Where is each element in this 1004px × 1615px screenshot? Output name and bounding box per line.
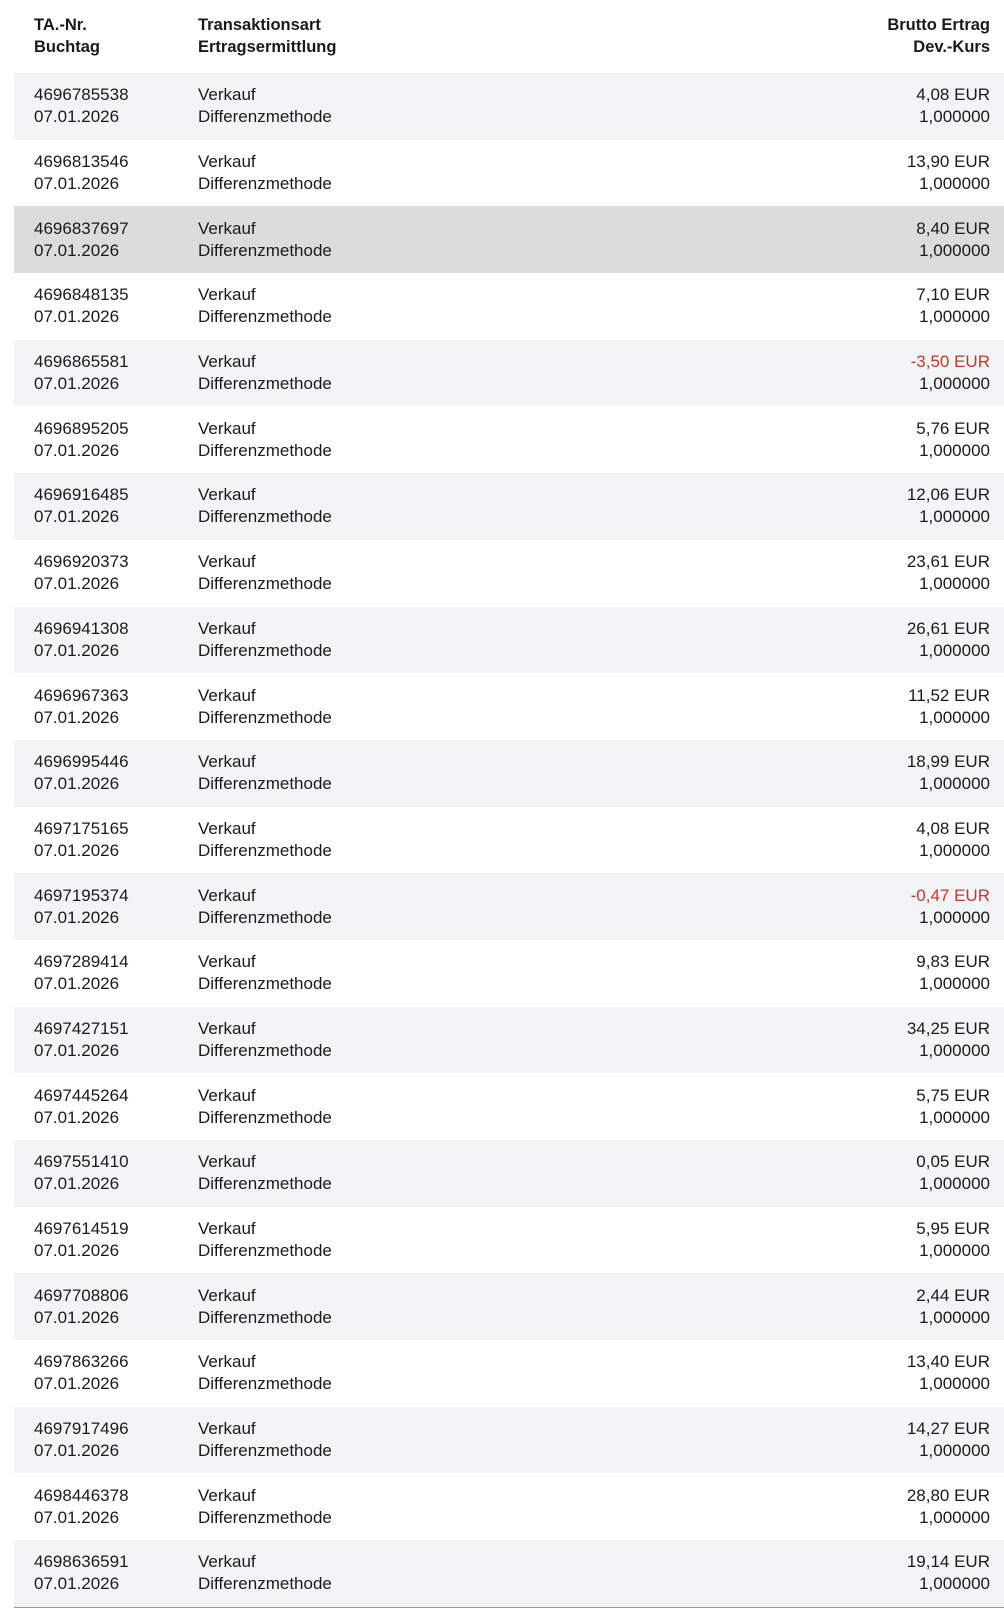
gross-income: 23,61 EUR: [906, 552, 990, 572]
table-row[interactable]: [14, 473, 1004, 540]
booking-date: 07.01.2026: [34, 307, 120, 327]
cell-ta-date: [14, 484, 198, 528]
gross-income: 7,10 EUR: [916, 285, 990, 305]
header-col-ta-date[interactable]: [14, 14, 198, 58]
cell-type-method: [198, 818, 698, 862]
cell-ta-date: [14, 351, 198, 395]
income-method: Differenzmethode: [198, 1107, 332, 1127]
exchange-rate: 1,000000: [919, 440, 990, 460]
gross-income: 5,95 EUR: [916, 1219, 990, 1239]
table-body: [14, 73, 1004, 1607]
income-method: Differenzmethode: [198, 840, 332, 860]
table-row[interactable]: [14, 540, 1004, 607]
gross-income: 4,08 EUR: [916, 818, 990, 838]
transaction-type: Verkauf: [198, 418, 256, 438]
cell-amount-rate: [698, 1551, 1004, 1595]
income-method: Differenzmethode: [198, 974, 332, 994]
cell-amount-rate: [698, 484, 1004, 528]
cell-type-method: [198, 351, 698, 395]
gross-income: 5,75 EUR: [916, 1085, 990, 1105]
exchange-rate: 1,000000: [919, 907, 990, 927]
exchange-rate: 1,000000: [919, 974, 990, 994]
booking-date: 07.01.2026: [34, 440, 120, 460]
cell-amount-rate: [698, 751, 1004, 795]
cell-type-method: [198, 551, 698, 595]
booking-date: 07.01.2026: [34, 1174, 120, 1194]
transaction-type: Verkauf: [198, 752, 256, 772]
cell-amount-rate: [698, 1218, 1004, 1262]
cell-type-method: [198, 1218, 698, 1262]
exchange-rate: 1,000000: [919, 1241, 990, 1261]
exchange-rate: 1,000000: [919, 174, 990, 194]
transaction-type: Verkauf: [198, 485, 256, 505]
transaction-type: Verkauf: [198, 818, 256, 838]
table-row[interactable]: [14, 206, 1004, 273]
transaction-type: Verkauf: [198, 1552, 256, 1572]
ta-number: 4697614519: [34, 1219, 129, 1239]
gross-income: -3,50 EUR: [910, 352, 990, 372]
ta-number: 4696967363: [34, 685, 129, 705]
exchange-rate: 1,000000: [919, 1307, 990, 1327]
cell-amount-rate: [698, 1485, 1004, 1529]
table-row[interactable]: [14, 340, 1004, 407]
table-row[interactable]: [14, 873, 1004, 940]
cell-ta-date: [14, 1085, 198, 1129]
cell-amount-rate: [698, 551, 1004, 595]
booking-date: 07.01.2026: [34, 1040, 120, 1060]
income-method: Differenzmethode: [198, 174, 332, 194]
cell-ta-date: [14, 1218, 198, 1262]
income-method: Differenzmethode: [198, 374, 332, 394]
income-method: Differenzmethode: [198, 507, 332, 527]
transaction-type: Verkauf: [198, 1152, 256, 1172]
ta-number: 4697708806: [34, 1285, 129, 1305]
cell-type-method: [198, 218, 698, 262]
ta-number: 4697195374: [34, 885, 129, 905]
exchange-rate: 1,000000: [919, 774, 990, 794]
cell-amount-rate: [698, 818, 1004, 862]
cell-ta-date: [14, 685, 198, 729]
cell-amount-rate: [698, 1151, 1004, 1195]
cell-type-method: [198, 1018, 698, 1062]
exchange-rate: 1,000000: [919, 307, 990, 327]
transaction-type: Verkauf: [198, 1419, 256, 1439]
exchange-rate: 1,000000: [919, 574, 990, 594]
table-row[interactable]: [14, 1407, 1004, 1474]
gross-income: 2,44 EUR: [916, 1285, 990, 1305]
table-row[interactable]: [14, 1340, 1004, 1407]
booking-date: 07.01.2026: [34, 640, 120, 660]
table-header: [14, 0, 1004, 73]
cell-amount-rate: [698, 1351, 1004, 1395]
cell-type-method: [198, 618, 698, 662]
ta-number: 4697863266: [34, 1352, 129, 1372]
ta-number: 4697551410: [34, 1152, 129, 1172]
transaction-type: Verkauf: [198, 85, 256, 105]
cell-amount-rate: [698, 1418, 1004, 1462]
cell-ta-date: [14, 751, 198, 795]
table-row[interactable]: [14, 73, 1004, 140]
table-row[interactable]: [14, 140, 1004, 207]
ta-number: 4697427151: [34, 1018, 129, 1038]
cell-type-method: [198, 1485, 698, 1529]
header-ta-nr: TA.-Nr.: [34, 16, 87, 34]
transaction-type: Verkauf: [198, 1085, 256, 1105]
cell-ta-date: [14, 551, 198, 595]
cell-ta-date: [14, 84, 198, 128]
cell-type-method: [198, 418, 698, 462]
cell-amount-rate: [698, 1018, 1004, 1062]
booking-date: 07.01.2026: [34, 1307, 120, 1327]
cell-type-method: [198, 685, 698, 729]
table-row[interactable]: [14, 1207, 1004, 1274]
gross-income: 13,90 EUR: [906, 152, 990, 172]
transaction-type: Verkauf: [198, 285, 256, 305]
table-row[interactable]: [14, 807, 1004, 874]
income-method: Differenzmethode: [198, 107, 332, 127]
table-row[interactable]: [14, 1540, 1004, 1607]
cell-ta-date: [14, 1551, 198, 1595]
cell-amount-rate: [698, 418, 1004, 462]
cell-type-method: [198, 885, 698, 929]
gross-income: 26,61 EUR: [906, 618, 990, 638]
transaction-type: Verkauf: [198, 618, 256, 638]
table-row[interactable]: [14, 273, 1004, 340]
ta-number: 4696941308: [34, 618, 129, 638]
income-method: Differenzmethode: [198, 1307, 332, 1327]
header-brutto-ertrag: Brutto Ertrag: [887, 16, 990, 34]
exchange-rate: 1,000000: [919, 374, 990, 394]
cell-type-method: [198, 1351, 698, 1395]
cell-amount-rate: [698, 218, 1004, 262]
exchange-rate: 1,000000: [919, 1574, 990, 1594]
cell-type-method: [198, 1418, 698, 1462]
table-row[interactable]: [14, 406, 1004, 473]
transaction-type: Verkauf: [198, 885, 256, 905]
cell-ta-date: [14, 1351, 198, 1395]
cell-type-method: [198, 751, 698, 795]
transaction-type: Verkauf: [198, 552, 256, 572]
exchange-rate: 1,000000: [919, 640, 990, 660]
booking-date: 07.01.2026: [34, 1241, 120, 1261]
income-method: Differenzmethode: [198, 707, 332, 727]
table-row[interactable]: [14, 607, 1004, 674]
income-method: Differenzmethode: [198, 1040, 332, 1060]
transaction-type: Verkauf: [198, 1485, 256, 1505]
exchange-rate: 1,000000: [919, 107, 990, 127]
income-method: Differenzmethode: [198, 1441, 332, 1461]
table-bottom-divider: [14, 1607, 1004, 1608]
gross-income: 11,52 EUR: [908, 685, 990, 705]
ta-number: 4696916485: [34, 485, 129, 505]
table-row[interactable]: [14, 1473, 1004, 1540]
booking-date: 07.01.2026: [34, 707, 120, 727]
table-row[interactable]: [14, 940, 1004, 1007]
transaction-type: Verkauf: [198, 952, 256, 972]
gross-income: 0,05 EUR: [916, 1152, 990, 1172]
booking-date: 07.01.2026: [34, 240, 120, 260]
exchange-rate: 1,000000: [919, 1374, 990, 1394]
cell-amount-rate: [698, 284, 1004, 328]
exchange-rate: 1,000000: [919, 1507, 990, 1527]
exchange-rate: 1,000000: [919, 707, 990, 727]
transactions-table: [14, 0, 1004, 1608]
cell-amount-rate: [698, 1285, 1004, 1329]
gross-income: 8,40 EUR: [916, 218, 990, 238]
exchange-rate: 1,000000: [919, 1441, 990, 1461]
header-dev-kurs: Dev.-Kurs: [913, 38, 990, 56]
ta-number: 4696813546: [34, 152, 129, 172]
exchange-rate: 1,000000: [919, 1040, 990, 1060]
gross-income: 13,40 EUR: [906, 1352, 990, 1372]
table-row[interactable]: [14, 740, 1004, 807]
cell-ta-date: [14, 418, 198, 462]
ta-number: 4698636591: [34, 1552, 129, 1572]
ta-number: 4696995446: [34, 752, 129, 772]
transaction-type: Verkauf: [198, 1018, 256, 1038]
exchange-rate: 1,000000: [919, 840, 990, 860]
table-row[interactable]: [14, 1273, 1004, 1340]
booking-date: 07.01.2026: [34, 1107, 120, 1127]
cell-amount-rate: [698, 685, 1004, 729]
transaction-type: Verkauf: [198, 218, 256, 238]
cell-amount-rate: [698, 618, 1004, 662]
transaction-type: Verkauf: [198, 1219, 256, 1239]
booking-date: 07.01.2026: [34, 907, 120, 927]
table-row[interactable]: [14, 1073, 1004, 1140]
booking-date: 07.01.2026: [34, 840, 120, 860]
transaction-type: Verkauf: [198, 352, 256, 372]
booking-date: 07.01.2026: [34, 1374, 120, 1394]
income-method: Differenzmethode: [198, 1374, 332, 1394]
cell-type-method: [198, 1551, 698, 1595]
booking-date: 07.01.2026: [34, 574, 120, 594]
cell-ta-date: [14, 951, 198, 995]
header-ertragsermittlung: Ertragsermittlung: [198, 38, 337, 56]
gross-income: 19,14 EUR: [906, 1552, 990, 1572]
ta-number: 4696785538: [34, 85, 129, 105]
exchange-rate: 1,000000: [919, 1174, 990, 1194]
ta-number: 4696920373: [34, 552, 129, 572]
cell-ta-date: [14, 1418, 198, 1462]
cell-ta-date: [14, 1285, 198, 1329]
ta-number: 4696865581: [34, 352, 129, 372]
gross-income: 9,83 EUR: [916, 952, 990, 972]
cell-ta-date: [14, 818, 198, 862]
cell-ta-date: [14, 1151, 198, 1195]
cell-ta-date: [14, 1485, 198, 1529]
cell-amount-rate: [698, 84, 1004, 128]
booking-date: 07.01.2026: [34, 1574, 120, 1594]
gross-income: 14,27 EUR: [906, 1419, 990, 1439]
cell-type-method: [198, 84, 698, 128]
transaction-type: Verkauf: [198, 685, 256, 705]
cell-ta-date: [14, 885, 198, 929]
cell-type-method: [198, 284, 698, 328]
gross-income: -0,47 EUR: [910, 885, 990, 905]
ta-number: 4698446378: [34, 1485, 129, 1505]
ta-number: 4696837697: [34, 218, 129, 238]
cell-amount-rate: [698, 1085, 1004, 1129]
booking-date: 07.01.2026: [34, 1507, 120, 1527]
gross-income: 28,80 EUR: [906, 1485, 990, 1505]
cell-type-method: [198, 1151, 698, 1195]
gross-income: 4,08 EUR: [916, 85, 990, 105]
income-method: Differenzmethode: [198, 440, 332, 460]
booking-date: 07.01.2026: [34, 774, 120, 794]
ta-number: 4696848135: [34, 285, 129, 305]
transaction-type: Verkauf: [198, 152, 256, 172]
ta-number: 4697445264: [34, 1085, 129, 1105]
ta-number: 4696895205: [34, 418, 129, 438]
gross-income: 5,76 EUR: [916, 418, 990, 438]
cell-ta-date: [14, 151, 198, 195]
cell-type-method: [198, 151, 698, 195]
exchange-rate: 1,000000: [919, 240, 990, 260]
gross-income: 34,25 EUR: [906, 1018, 990, 1038]
table-row[interactable]: [14, 1007, 1004, 1074]
table-row[interactable]: [14, 673, 1004, 740]
income-method: Differenzmethode: [198, 774, 332, 794]
cell-ta-date: [14, 1018, 198, 1062]
gross-income: 12,06 EUR: [906, 485, 990, 505]
cell-amount-rate: [698, 151, 1004, 195]
exchange-rate: 1,000000: [919, 507, 990, 527]
cell-amount-rate: [698, 885, 1004, 929]
cell-ta-date: [14, 218, 198, 262]
header-col-type-method[interactable]: [198, 14, 698, 58]
income-method: Differenzmethode: [198, 240, 332, 260]
ta-number: 4697917496: [34, 1419, 129, 1439]
ta-number: 4697289414: [34, 952, 129, 972]
exchange-rate: 1,000000: [919, 1107, 990, 1127]
booking-date: 07.01.2026: [34, 1441, 120, 1461]
cell-ta-date: [14, 618, 198, 662]
income-method: Differenzmethode: [198, 1174, 332, 1194]
cell-amount-rate: [698, 351, 1004, 395]
cell-amount-rate: [698, 951, 1004, 995]
income-method: Differenzmethode: [198, 574, 332, 594]
gross-income: 18,99 EUR: [906, 752, 990, 772]
income-method: Differenzmethode: [198, 1507, 332, 1527]
income-method: Differenzmethode: [198, 640, 332, 660]
table-row[interactable]: [14, 1140, 1004, 1207]
cell-type-method: [198, 1285, 698, 1329]
transaction-type: Verkauf: [198, 1285, 256, 1305]
cell-type-method: [198, 484, 698, 528]
booking-date: 07.01.2026: [34, 974, 120, 994]
cell-ta-date: [14, 284, 198, 328]
cell-type-method: [198, 1085, 698, 1129]
booking-date: 07.01.2026: [34, 374, 120, 394]
cell-type-method: [198, 951, 698, 995]
income-method: Differenzmethode: [198, 907, 332, 927]
header-transaktionsart: Transaktionsart: [198, 16, 321, 34]
booking-date: 07.01.2026: [34, 507, 120, 527]
ta-number: 4697175165: [34, 818, 129, 838]
income-method: Differenzmethode: [198, 1241, 332, 1261]
header-buchtag: Buchtag: [34, 38, 100, 56]
transaction-type: Verkauf: [198, 1352, 256, 1372]
header-col-amount-rate[interactable]: [698, 14, 1004, 58]
income-method: Differenzmethode: [198, 1574, 332, 1594]
income-method: Differenzmethode: [198, 307, 332, 327]
booking-date: 07.01.2026: [34, 107, 120, 127]
booking-date: 07.01.2026: [34, 174, 120, 194]
